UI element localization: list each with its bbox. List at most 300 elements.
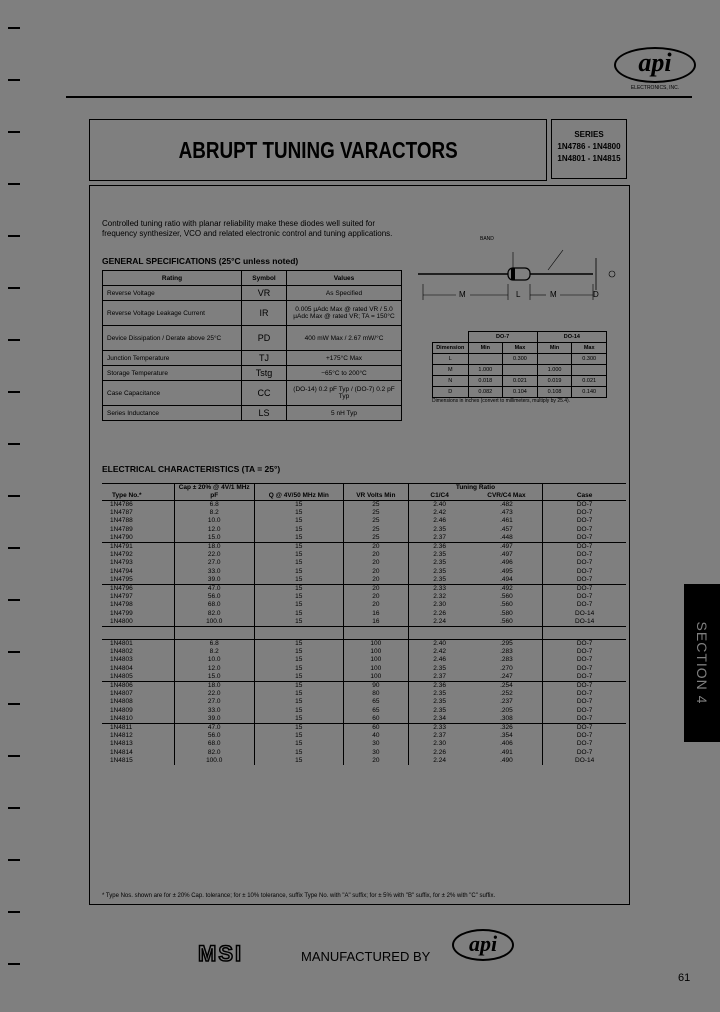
- capacitance: 22.0: [174, 551, 254, 559]
- q-min: 15: [254, 732, 343, 740]
- cvr-c4: .580: [500, 609, 513, 617]
- type-no: 1N4795: [110, 575, 133, 583]
- cvr-c4: .482: [500, 501, 513, 508]
- cvr-c4: .560: [500, 601, 513, 609]
- type-no: 1N4792: [110, 551, 133, 559]
- case: DO-7: [543, 715, 626, 724]
- c1-c4: 2.26: [408, 610, 470, 618]
- elec-header-q: Q @ 4V/50 MHz Min: [254, 484, 343, 501]
- table-row: [102, 517, 626, 525]
- c1-c4: 2.46: [408, 517, 470, 525]
- spec-symbol: IR: [242, 301, 287, 326]
- capacitance: 56.0: [174, 593, 254, 601]
- vr-min: 20: [344, 568, 409, 576]
- spec-rating: Junction Temperature: [103, 351, 242, 366]
- spec-symbol: CC: [242, 381, 287, 406]
- cvr-c4: .494: [500, 575, 513, 583]
- type-no: 1N4798: [110, 601, 133, 609]
- cvr-c4: .254: [471, 682, 543, 691]
- c1-c4: 2.35: [408, 665, 470, 673]
- vr-min: 20: [344, 551, 409, 559]
- type-no: 1N4796: [102, 585, 174, 594]
- separator-cell: [174, 627, 254, 640]
- table-row: [102, 526, 626, 534]
- dim-label-l: L: [516, 290, 521, 299]
- separator-cell: [102, 627, 174, 640]
- elec-header-cvr: CVR/C4 Max: [471, 492, 543, 501]
- dim-group-do7: DO-7: [468, 332, 537, 343]
- table-row: [102, 724, 626, 733]
- capacitance: 27.0: [174, 559, 254, 567]
- case: DO-7: [543, 559, 626, 567]
- vr-min: 16: [344, 610, 409, 618]
- table-row: [102, 585, 626, 594]
- c1-c4: 2.36: [408, 682, 470, 691]
- type-no: 1N4801: [110, 640, 133, 648]
- dim-cell: 0.140: [572, 387, 607, 398]
- case: DO-7: [543, 593, 626, 601]
- capacitance: 27.0: [174, 698, 254, 706]
- type-no: 1N4789: [110, 525, 133, 533]
- case: DO-7: [543, 568, 626, 576]
- elec-header-type: Type No.*: [102, 484, 174, 501]
- vr-min: 20: [344, 559, 409, 567]
- cvr-c4: .406: [500, 740, 513, 748]
- type-no: 1N4811: [102, 724, 174, 733]
- capacitance: 68.0: [174, 740, 254, 748]
- spec-header-values: Values: [287, 271, 402, 286]
- dim-label-m-left: M: [459, 290, 466, 299]
- table-row: [102, 543, 626, 552]
- capacitance: 47.0: [174, 585, 254, 594]
- spec-symbol: PD: [242, 326, 287, 351]
- capacitance: 18.0: [174, 543, 254, 552]
- dim-cell: 0.021: [503, 376, 538, 387]
- spec-rating: Storage Temperature: [103, 366, 242, 381]
- type-no: 1N4813: [110, 740, 133, 748]
- intro-paragraph: Controlled tuning ratio with planar reliability make these diodes well suited for frequency synthesizer, VCO and related electronic control and tuning applications.: [102, 219, 393, 238]
- q-min: 15: [254, 576, 343, 585]
- vr-min: 25: [344, 501, 409, 510]
- spec-header-rating: Rating: [103, 271, 242, 286]
- q-min: 15: [254, 543, 343, 552]
- separator-cell: [471, 627, 543, 640]
- q-min: 15: [254, 601, 343, 609]
- table-row: [102, 618, 626, 627]
- q-min: 15: [254, 526, 343, 534]
- type-no: 1N4810: [110, 714, 133, 722]
- cvr-c4: .205: [500, 706, 513, 714]
- type-no: 1N4794: [110, 567, 133, 575]
- capacitance: 22.0: [174, 690, 254, 698]
- cvr-c4: .283: [500, 656, 513, 664]
- cvr-c4: .560: [500, 593, 513, 601]
- cvr-c4: .461: [500, 517, 513, 525]
- q-min: 15: [254, 501, 343, 510]
- c1-c4: 2.35: [408, 690, 470, 698]
- type-no: 1N4806: [102, 682, 174, 691]
- cvr-c4: .270: [500, 664, 513, 672]
- capacitance: 6.8: [174, 640, 254, 649]
- c1-c4: 2.32: [408, 593, 470, 601]
- general-spec-heading: GENERAL SPECIFICATIONS (25°C unless noted): [102, 256, 299, 266]
- table-row: [102, 568, 626, 576]
- separator-cell: [543, 627, 626, 640]
- q-min: 15: [254, 568, 343, 576]
- dim-cell: 0.082: [468, 387, 503, 398]
- vr-min: 25: [344, 526, 409, 534]
- c1-c4: 2.36: [408, 543, 470, 552]
- case: DO-7: [543, 640, 626, 649]
- c1-c4: 2.33: [408, 724, 470, 733]
- capacitance: 100.0: [174, 618, 254, 627]
- table-row: [102, 551, 626, 559]
- c1-c4: 2.35: [408, 698, 470, 706]
- type-no: 1N4804: [110, 664, 133, 672]
- case: DO-7: [543, 707, 626, 715]
- table-row: [102, 576, 626, 585]
- type-no: 1N4799: [110, 609, 133, 617]
- dim-row: [433, 354, 607, 365]
- table-row: [102, 707, 626, 715]
- type-no: 1N4788: [110, 517, 133, 525]
- electrical-table-body: [102, 501, 626, 766]
- c1-c4: 2.30: [408, 740, 470, 748]
- capacitance: 6.8: [174, 501, 254, 510]
- capacitance: 82.0: [174, 749, 254, 757]
- capacitance: 100.0: [174, 757, 254, 765]
- dim-label-m-right: M: [550, 290, 557, 299]
- case: DO-7: [543, 665, 626, 673]
- case: DO-7: [543, 576, 626, 585]
- q-min: 15: [254, 656, 343, 664]
- spec-row: [103, 301, 402, 326]
- dim-cell: 0.108: [537, 387, 572, 398]
- c1-c4: 2.33: [408, 585, 470, 594]
- cvr-c4: .560: [500, 617, 513, 625]
- spec-value: (DO-14) 0.2 pF Typ / (DO-7) 0.2 pF Typ: [287, 381, 402, 406]
- series-box: [551, 119, 627, 179]
- q-min: 15: [254, 665, 343, 673]
- spec-row: [103, 406, 402, 421]
- vr-min: 20: [344, 585, 409, 594]
- capacitance: 68.0: [174, 601, 254, 609]
- table-row: [102, 673, 626, 682]
- electrical-heading: ELECTRICAL CHARACTERISTICS (TA = 25°): [102, 464, 281, 474]
- type-no: 1N4786: [110, 501, 133, 508]
- table-row: [102, 656, 626, 664]
- c1-c4: 2.37: [408, 673, 470, 682]
- case: DO-7: [543, 690, 626, 698]
- c1-c4: 2.37: [408, 732, 470, 740]
- vr-min: 60: [344, 715, 409, 724]
- api-logo-footer-text: api: [468, 931, 498, 956]
- dim-header: Max: [572, 343, 607, 354]
- type-no: 1N4815: [110, 756, 133, 764]
- dim-cell: 1.000: [537, 365, 572, 376]
- c1-c4: 2.40: [408, 640, 470, 649]
- c1-c4: 2.30: [408, 601, 470, 609]
- case: DO-7: [543, 534, 626, 543]
- c1-c4: 2.46: [408, 656, 470, 664]
- spec-value: As Specified: [287, 286, 402, 301]
- spec-row: [103, 351, 402, 366]
- table-row: [102, 648, 626, 656]
- cvr-c4: .326: [471, 724, 543, 733]
- series-range-1: 1N4786 - 1N4800: [557, 142, 621, 151]
- spec-row: [103, 326, 402, 351]
- general-spec-table: [102, 270, 402, 421]
- spec-row: [103, 381, 402, 406]
- c1-c4: 2.40: [408, 501, 470, 510]
- vr-min: 16: [344, 618, 409, 627]
- dim-cell: 1.000: [468, 365, 503, 376]
- case: DO-7: [543, 749, 626, 757]
- spec-symbol: LS: [242, 406, 287, 421]
- vr-min: 20: [344, 576, 409, 585]
- api-logo-footer: [452, 929, 514, 961]
- q-min: 15: [254, 648, 343, 656]
- table-row: [102, 640, 626, 649]
- q-min: 15: [254, 517, 343, 525]
- dim-cell: M: [433, 365, 469, 376]
- type-no: 1N4787: [110, 509, 133, 517]
- case: DO-7: [543, 732, 626, 740]
- dimension-note: Dimensions in inches (convert to millimeters, multiply by 25.4).: [432, 398, 571, 404]
- vr-min: 65: [344, 698, 409, 706]
- dim-cell: [468, 354, 503, 365]
- elec-header-cap: Cap ± 20% @ 4V/1 MHz pF: [174, 484, 254, 501]
- spec-rating: Device Dissipation / Derate above 25°C: [103, 326, 242, 351]
- elec-header-c1c4: C1/C4: [408, 492, 470, 501]
- table-row: [102, 593, 626, 601]
- dim-cell: 0.019: [537, 376, 572, 387]
- title-box: [89, 119, 547, 181]
- table-row: [102, 501, 626, 510]
- case: DO-7: [543, 517, 626, 525]
- type-no: 1N4809: [110, 706, 133, 714]
- dim-header: Max: [503, 343, 538, 354]
- table-row: [102, 509, 626, 517]
- capacitance: 12.0: [174, 665, 254, 673]
- capacitance: 18.0: [174, 682, 254, 691]
- q-min: 15: [254, 740, 343, 748]
- dim-row: [433, 376, 607, 387]
- dim-cell: 0.300: [503, 354, 538, 365]
- cvr-c4: .237: [500, 698, 513, 706]
- q-min: 15: [254, 640, 343, 649]
- vr-min: 100: [344, 665, 409, 673]
- electrical-table: [102, 483, 626, 765]
- capacitance: 39.0: [174, 576, 254, 585]
- capacitance: 10.0: [174, 517, 254, 525]
- spec-symbol: VR: [242, 286, 287, 301]
- c1-c4: 2.35: [408, 707, 470, 715]
- dim-group-do14: DO-14: [537, 332, 606, 343]
- capacitance: 15.0: [174, 534, 254, 543]
- vr-min: 90: [344, 682, 409, 691]
- section-tab-label: SECTION 4: [694, 621, 710, 705]
- cvr-c4: .496: [500, 559, 513, 567]
- table-row: [102, 757, 626, 765]
- cvr-c4: .354: [500, 732, 513, 740]
- cvr-c4: .491: [500, 748, 513, 756]
- vr-min: 20: [344, 757, 409, 765]
- cvr-c4: .308: [500, 714, 513, 722]
- q-min: 15: [254, 690, 343, 698]
- spec-rating: Case Capacitance: [103, 381, 242, 406]
- series-label: SERIES: [574, 130, 604, 139]
- type-no: 1N4802: [110, 648, 133, 656]
- q-min: 15: [254, 715, 343, 724]
- spec-rating: Series Inductance: [103, 406, 242, 421]
- dim-cell: 0.018: [468, 376, 503, 387]
- vr-min: 25: [344, 517, 409, 525]
- cvr-c4: .495: [500, 567, 513, 575]
- spec-value: 400 mW Max / 2.67 mW/°C: [287, 326, 402, 351]
- case: DO-7: [543, 509, 626, 517]
- footnote: * Type Nos. shown are for ± 20% Cap. tolerance; for ± 10% tolerance, suffix Type No. with "A" suffix; for ± 5% with "B" suffix, for ± 2% with "C" suffix.: [102, 893, 496, 899]
- vr-min: 30: [344, 749, 409, 757]
- spec-value: −65°C to 200°C: [287, 366, 402, 381]
- dimension-table: [432, 331, 607, 398]
- table-row: [102, 690, 626, 698]
- vr-min: 20: [344, 543, 409, 552]
- case: DO-7: [543, 551, 626, 559]
- dim-cell: L: [433, 354, 469, 365]
- vr-min: 20: [344, 593, 409, 601]
- type-no: 1N4807: [110, 690, 133, 698]
- case: DO-7: [543, 698, 626, 706]
- spec-symbol: Tstg: [242, 366, 287, 381]
- table-row: [102, 732, 626, 740]
- c1-c4: 2.24: [408, 618, 470, 627]
- type-no: 1N4793: [110, 559, 133, 567]
- dim-label-d: D: [593, 290, 599, 299]
- case: DO-7: [543, 585, 626, 594]
- case: DO-7: [543, 682, 626, 691]
- table-row: [102, 665, 626, 673]
- capacitance: 12.0: [174, 526, 254, 534]
- q-min: 15: [254, 585, 343, 594]
- capacitance: 10.0: [174, 656, 254, 664]
- vr-min: 100: [344, 673, 409, 682]
- q-min: 15: [254, 551, 343, 559]
- vr-min: 100: [344, 656, 409, 664]
- cvr-c4: .283: [500, 648, 513, 656]
- q-min: 15: [254, 559, 343, 567]
- package-diagram: [418, 228, 618, 308]
- case: DO-14: [543, 610, 626, 618]
- vr-min: 100: [344, 648, 409, 656]
- type-no: 1N4803: [110, 656, 133, 664]
- capacitance: 39.0: [174, 715, 254, 724]
- table-row: [102, 559, 626, 567]
- cvr-c4: .492: [471, 585, 543, 594]
- capacitance: 8.2: [174, 648, 254, 656]
- case: DO-7: [543, 724, 626, 733]
- vr-min: 65: [344, 707, 409, 715]
- cvr-c4: .473: [500, 509, 513, 517]
- capacitance: 33.0: [174, 707, 254, 715]
- spec-value: +175°C Max: [287, 351, 402, 366]
- series-separator: [102, 627, 626, 640]
- dim-cell: [572, 365, 607, 376]
- vr-min: 25: [344, 534, 409, 543]
- type-no: 1N4812: [110, 732, 133, 740]
- elec-header-case: Case: [543, 484, 626, 501]
- dim-cell: [537, 354, 572, 365]
- spec-rating: Reverse Voltage: [103, 286, 242, 301]
- capacitance: 33.0: [174, 568, 254, 576]
- header-rule: [66, 96, 692, 98]
- q-min: 15: [254, 757, 343, 765]
- q-min: 15: [254, 509, 343, 517]
- vr-min: 100: [344, 640, 409, 649]
- vr-min: 40: [344, 732, 409, 740]
- table-row: [102, 610, 626, 618]
- elec-header-tuning: Tuning Ratio: [408, 484, 543, 493]
- dim-header: Dimension: [433, 343, 469, 354]
- case: DO-7: [543, 526, 626, 534]
- table-row: [102, 749, 626, 757]
- c1-c4: 2.24: [408, 757, 470, 765]
- spec-value: 0.005 µAdc Max @ rated VR / 5.0 µAdc Max @ rated VR; TA = 150°C: [287, 301, 402, 326]
- section-tab: [684, 584, 720, 742]
- case: DO-7: [543, 601, 626, 609]
- table-row: [102, 601, 626, 609]
- cvr-c4: .252: [500, 690, 513, 698]
- c1-c4: 2.35: [408, 526, 470, 534]
- q-min: 15: [254, 707, 343, 715]
- vr-min: 20: [344, 601, 409, 609]
- c1-c4: 2.42: [408, 509, 470, 517]
- spec-rating: Reverse Voltage Leakage Current: [103, 301, 242, 326]
- dim-row: [433, 365, 607, 376]
- c1-c4: 2.34: [408, 715, 470, 724]
- cvr-c4: .497: [500, 551, 513, 559]
- separator-cell: [254, 627, 343, 640]
- dim-cell: [503, 365, 538, 376]
- msi-logo: MSI: [198, 941, 244, 966]
- elec-header-row: [102, 484, 626, 493]
- type-no: 1N4814: [110, 748, 133, 756]
- c1-c4: 2.35: [408, 559, 470, 567]
- case: DO-7: [543, 501, 626, 510]
- dim-row: [433, 387, 607, 398]
- table-row: [102, 698, 626, 706]
- manufactured-by-label: MANUFACTURED BY: [301, 949, 431, 964]
- capacitance: 8.2: [174, 509, 254, 517]
- c1-c4: 2.37: [408, 534, 470, 543]
- dim-cell: 0.104: [503, 387, 538, 398]
- q-min: 15: [254, 534, 343, 543]
- case: DO-7: [543, 648, 626, 656]
- band-label: BAND: [480, 236, 494, 242]
- c1-c4: 2.35: [408, 576, 470, 585]
- type-no: 1N4800: [110, 617, 133, 625]
- table-row: [102, 715, 626, 724]
- type-no: 1N4791: [102, 543, 174, 552]
- page-title: ABRUPT TUNING VARACTORS: [178, 136, 458, 163]
- series-range-2: 1N4801 - 1N4815: [557, 154, 621, 163]
- cvr-c4: .448: [500, 533, 513, 541]
- vr-min: 80: [344, 690, 409, 698]
- q-min: 15: [254, 682, 343, 691]
- case: DO-14: [543, 757, 626, 765]
- api-logo: [614, 47, 696, 91]
- spec-row: [103, 366, 402, 381]
